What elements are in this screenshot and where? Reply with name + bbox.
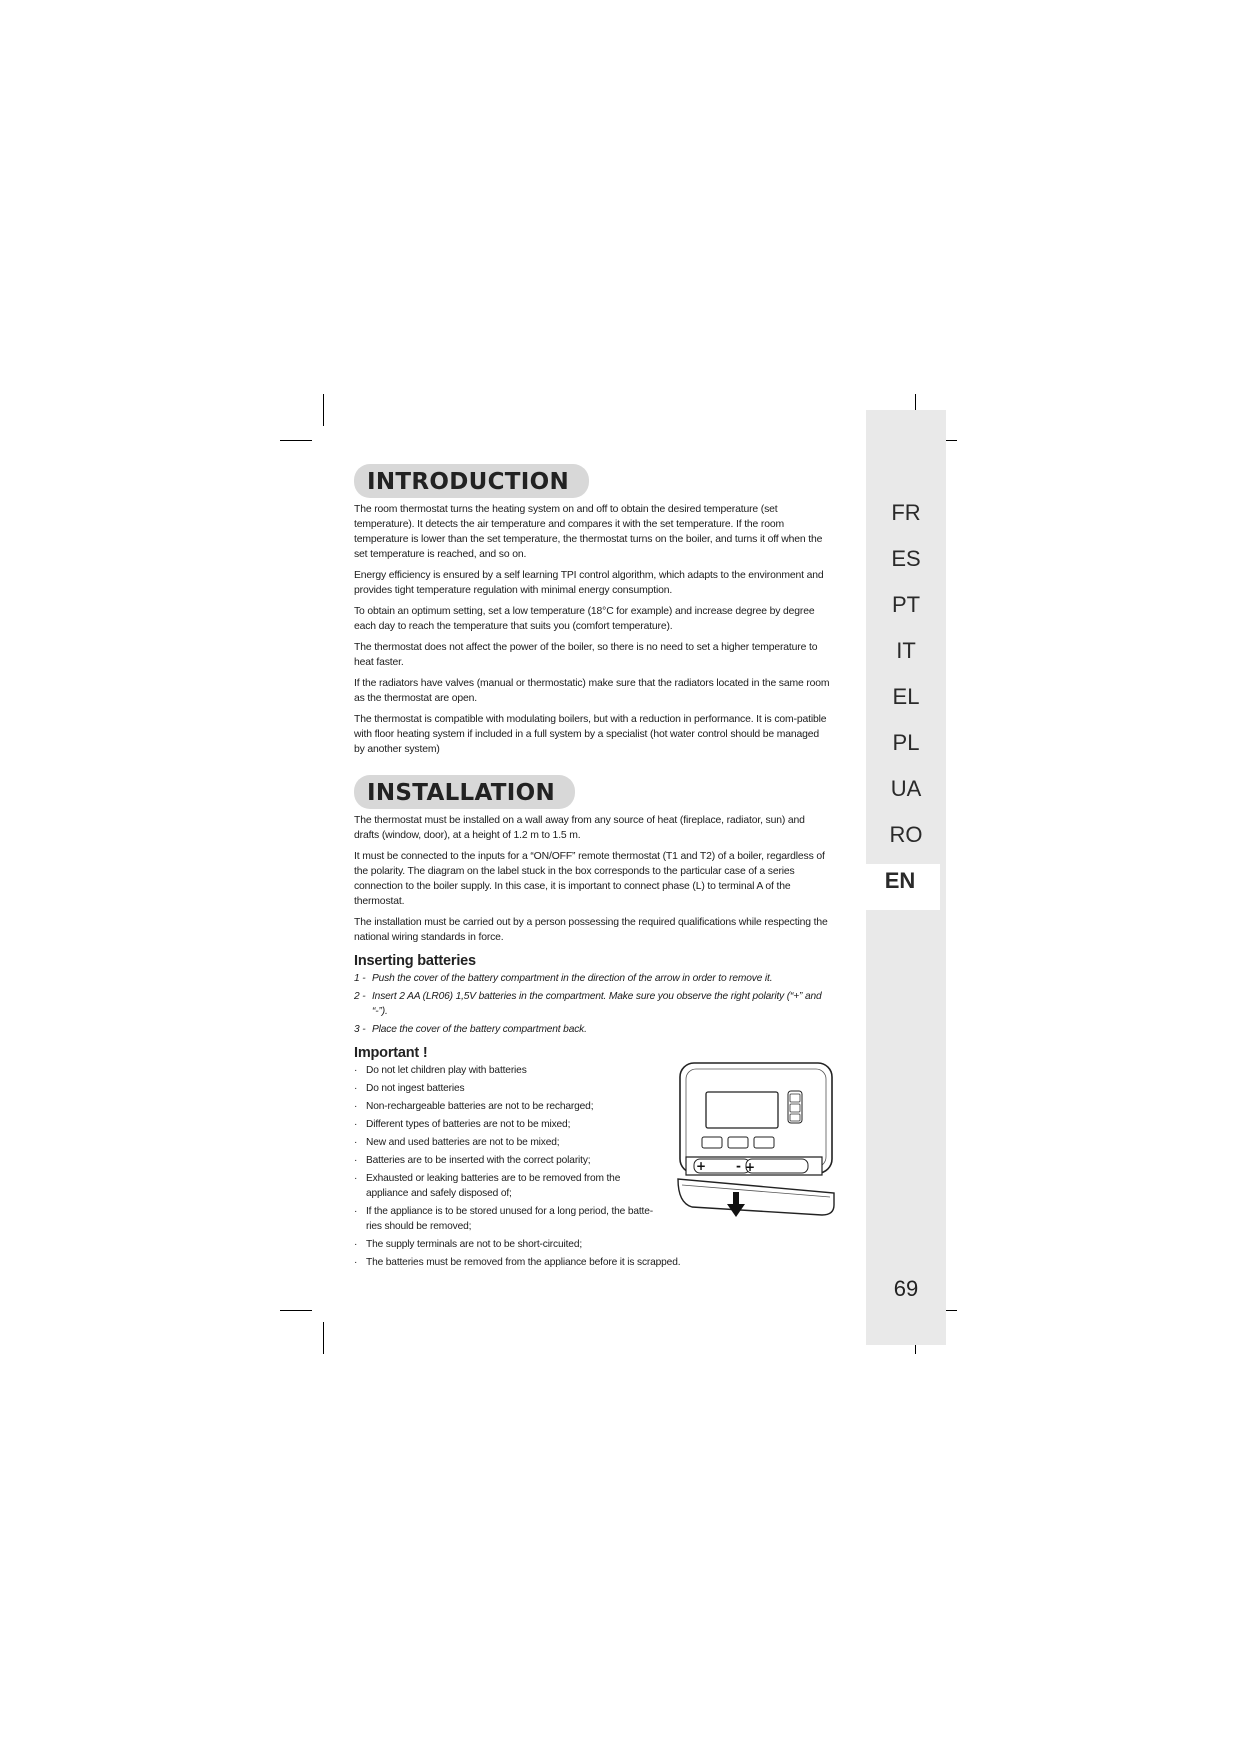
installation-paragraph: It must be connected to the inputs for a “ON/OFF” remote thermostat (T1 and T2) of a boiler, regardless of the polarity. The diagram on the label stuck in the box corresponds to the particular case of a series connection to the boiler supply. In this case, it is important to connect phase (L) to terminal A of the thermostat. bbox=[354, 851, 825, 907]
up-button-icon bbox=[790, 1094, 800, 1102]
crop-mark bbox=[280, 440, 312, 441]
important-heading: Important ! bbox=[354, 1045, 428, 1061]
plus-sign: + bbox=[745, 1160, 756, 1174]
language-tab-el[interactable]: EL bbox=[892, 684, 920, 709]
language-tab-pt[interactable]: PT bbox=[891, 592, 921, 617]
intro-paragraph: The room thermostat turns the heating system on and off to obtain the desired temperature (set temperature). It detects the air temperature and compares it with the set temperature. If the room temperature is lower than the set temperature, the thermostat turns on the boiler, and turns it off when the set temperature is reached, and so on. bbox=[354, 504, 823, 560]
intro-paragraph: To obtain an optimum setting, set a low temperature (18°C for example) and increase degree by degree each day to reach the temperature that suits you (comfort temperature). bbox=[354, 606, 815, 632]
important-item: · Do not ingest batteries bbox=[354, 1083, 465, 1094]
ok-button-icon bbox=[790, 1104, 800, 1112]
language-tab-ua[interactable]: UA bbox=[890, 776, 922, 801]
crop-mark bbox=[323, 1322, 324, 1354]
language-list bbox=[866, 496, 946, 910]
front-button bbox=[702, 1137, 722, 1148]
crop-mark bbox=[323, 394, 324, 426]
battery-right bbox=[746, 1159, 808, 1173]
bullet: · bbox=[354, 1155, 358, 1166]
inserting-batteries-heading: Inserting batteries bbox=[354, 953, 476, 969]
bullet: · bbox=[354, 1137, 358, 1148]
front-button bbox=[754, 1137, 774, 1148]
page-number: 69 bbox=[893, 1276, 919, 1301]
bullet: · bbox=[354, 1206, 358, 1217]
language-tab-en[interactable]: EN bbox=[866, 864, 940, 910]
bullet: · bbox=[354, 1119, 358, 1130]
step-item bbox=[354, 1022, 830, 1037]
important-item: · The supply terminals are not to be short-circuited; bbox=[354, 1239, 583, 1250]
step-text: Push the cover of the battery compartment in the direction of the arrow in order to remove it. bbox=[372, 973, 773, 984]
plus-sign: + bbox=[696, 1159, 707, 1173]
important-item: · Do not let children play with batteries bbox=[354, 1065, 527, 1076]
step-item bbox=[354, 971, 830, 986]
step-number: 1 - bbox=[354, 973, 366, 984]
step-item bbox=[354, 989, 830, 1019]
intro-paragraph: The thermostat is compatible with modulating boilers, but with a reduction in performance. It is com-patible with floor heating system if included in a full system by a specialist (hot water control should be managed by another system) bbox=[354, 714, 827, 755]
installation-paragraph: The installation must be carried out by a person possessing the required qualifications while respecting the national wiring standards in force. bbox=[354, 917, 828, 943]
language-tab-pl[interactable]: PL bbox=[892, 730, 920, 755]
step-number: 3 - bbox=[354, 1024, 366, 1035]
bullet: · bbox=[354, 1083, 358, 1094]
thermostat-battery-illustration bbox=[672, 1057, 842, 1247]
important-item: · The batteries must be removed from the appliance before it is scrapped. bbox=[354, 1257, 681, 1268]
down-button-icon bbox=[790, 1114, 800, 1121]
battery-steps-list bbox=[354, 971, 830, 1037]
step-text: Insert 2 AA (LR06) 1,5V batteries in the compartment. Make sure you observe the right polarity (“+” and “-”). bbox=[372, 991, 822, 1017]
installation-heading: INSTALLATION bbox=[354, 775, 575, 809]
minus-sign: - bbox=[736, 1159, 741, 1173]
thermostat-display bbox=[706, 1092, 778, 1128]
important-item: · If the appliance is to be stored unused for a long period, the batte-ries should be removed; bbox=[354, 1206, 653, 1232]
intro-paragraph: If the radiators have valves (manual or thermostatic) make sure that the radiators located in the same room as the thermostat are open. bbox=[354, 678, 830, 704]
installation-paragraph: The thermostat must be installed on a wall away from any source of heat (fireplace, radiator, sun) and drafts (window, door), at a height of 1.2 m to 1.5 m. bbox=[354, 815, 805, 841]
bullet: · bbox=[354, 1101, 358, 1112]
important-item: · Different types of batteries are not to be mixed; bbox=[354, 1119, 571, 1130]
crop-mark bbox=[280, 1310, 312, 1311]
bullet: · bbox=[354, 1065, 358, 1076]
introduction-heading: INTRODUCTION bbox=[354, 464, 589, 498]
step-number: 2 - bbox=[354, 991, 366, 1002]
important-item: · New and used batteries are not to be mixed; bbox=[354, 1137, 560, 1148]
important-item: · Exhausted or leaking batteries are to be removed from the appliance and safely disposed of; bbox=[354, 1173, 621, 1199]
bullet: · bbox=[354, 1257, 358, 1268]
language-tab-ro[interactable]: RO bbox=[889, 822, 923, 847]
important-item: · Batteries are to be inserted with the correct polarity; bbox=[354, 1155, 591, 1166]
battery-cover bbox=[678, 1179, 834, 1215]
bullet: · bbox=[354, 1239, 358, 1250]
language-tab-it[interactable]: IT bbox=[896, 638, 916, 663]
bullet: · bbox=[354, 1173, 358, 1184]
language-tab-es[interactable]: ES bbox=[891, 546, 921, 571]
language-tab-fr[interactable]: FR bbox=[891, 500, 921, 525]
intro-paragraph: The thermostat does not affect the power of the boiler, so there is no need to set a higher temperature to heat faster. bbox=[354, 642, 818, 668]
intro-paragraph: Energy efficiency is ensured by a self learning TPI control algorithm, which adapts to the environment and provides tight temperature regulation with minimal energy consumption. bbox=[354, 570, 824, 596]
step-text: Place the cover of the battery compartment back. bbox=[372, 1024, 587, 1035]
important-item: · Non-rechargeable batteries are not to be recharged; bbox=[354, 1101, 594, 1112]
front-button bbox=[728, 1137, 748, 1148]
